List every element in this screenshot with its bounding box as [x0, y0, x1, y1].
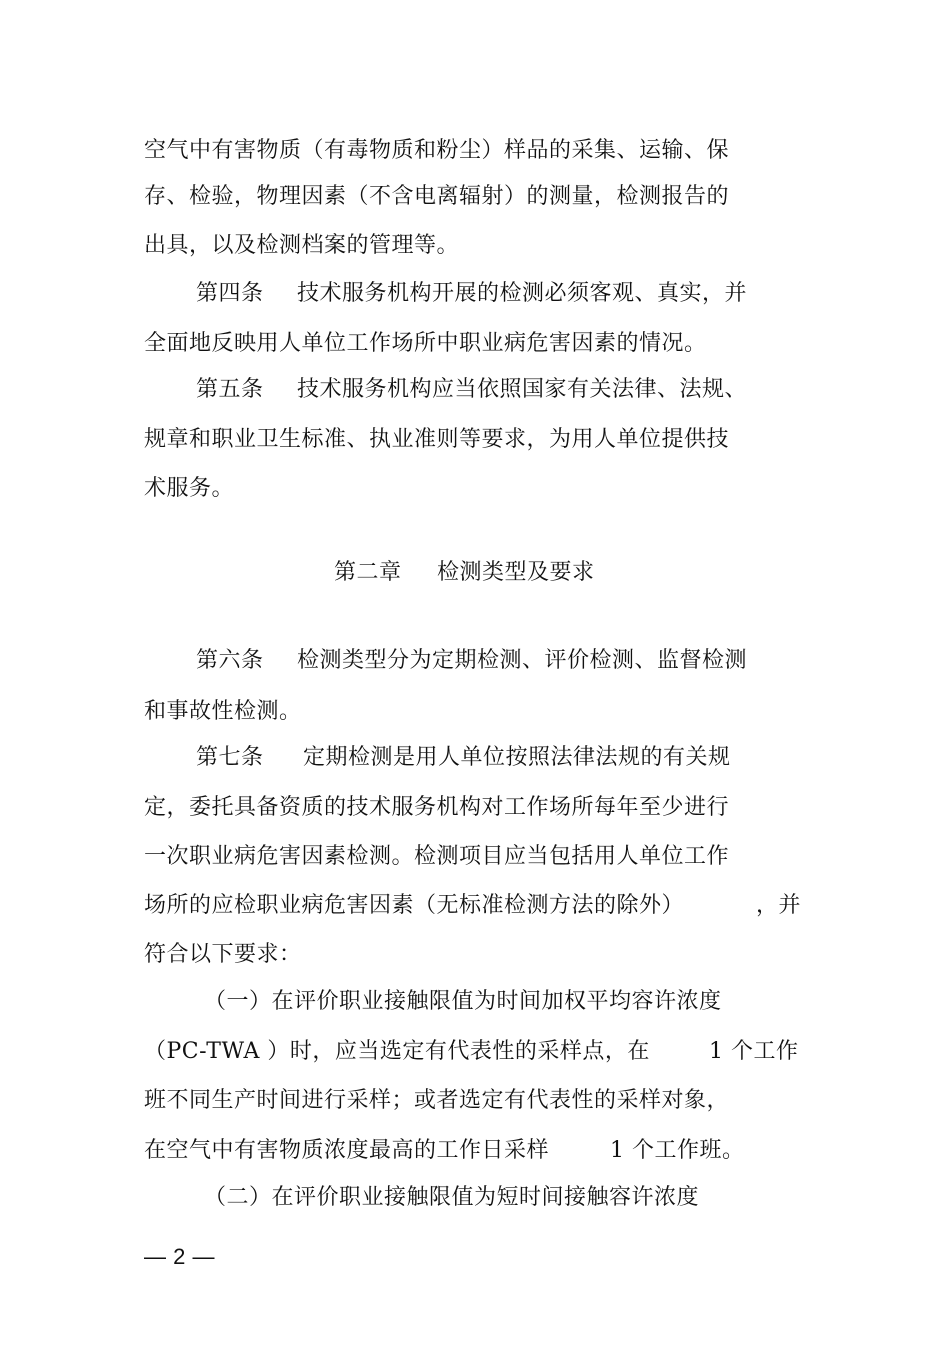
chapter-title: 检测类型及要求	[437, 560, 595, 585]
article-number: 第六条	[196, 648, 264, 673]
body-line: 1 个工作	[709, 1039, 799, 1064]
body-line: 在空气中有害物质浓度最高的工作日采样	[144, 1138, 550, 1163]
chapter-number: 第二章	[334, 560, 402, 585]
body-line: （一）在评价职业接触限值为时间加权平均容许浓度	[204, 989, 722, 1014]
body-line: 空气中有害物质（有毒物质和粉尘）样品的采集、运输、保	[144, 138, 730, 163]
article-number: 第五条	[196, 377, 264, 402]
body-line: 检测类型分为定期检测、评价检测、监督检测	[297, 648, 748, 673]
body-line: 技术服务机构开展的检测必须客观、真实，并	[297, 281, 748, 306]
body-line: 规章和职业卫生标准、执业准则等要求，为用人单位提供技	[144, 427, 730, 452]
body-line: ，并	[756, 893, 802, 918]
body-line: （二）在评价职业接触限值为短时间接触容许浓度	[204, 1185, 700, 1210]
body-line: 和事故性检测。	[144, 699, 302, 724]
page-number: — 2 —	[144, 1244, 215, 1269]
article-number: 第四条	[196, 281, 264, 306]
body-line: 术服务。	[144, 476, 235, 501]
article-number: 第七条	[196, 745, 264, 770]
body-line: 存、检验，物理因素（不含电离辐射）的测量，检测报告的	[144, 184, 730, 209]
body-line: 符合以下要求：	[144, 942, 302, 967]
body-line: 一次职业病危害因素检测。检测项目应当包括用人单位工作	[144, 844, 730, 869]
body-line: 场所的应检职业病危害因素（无标准检测方法的除外）	[144, 893, 685, 918]
body-line: 定，委托具备资质的技术服务机构对工作场所每年至少进行	[144, 795, 730, 820]
body-line: （PC-TWA ）时，应当选定有代表性的采样点，在	[144, 1039, 650, 1064]
body-line: 全面地反映用人单位工作场所中职业病危害因素的情况。	[144, 331, 707, 356]
body-line: 定期检测是用人单位按照法律法规的有关规	[303, 745, 731, 770]
body-line: 1 个工作班。	[610, 1138, 745, 1163]
body-line: 班不同生产时间进行采样；或者选定有代表性的采样对象，	[144, 1088, 730, 1113]
body-line: 技术服务机构应当依照国家有关法律、法规、	[297, 377, 748, 402]
body-line: 出具，以及检测档案的管理等。	[144, 233, 460, 258]
